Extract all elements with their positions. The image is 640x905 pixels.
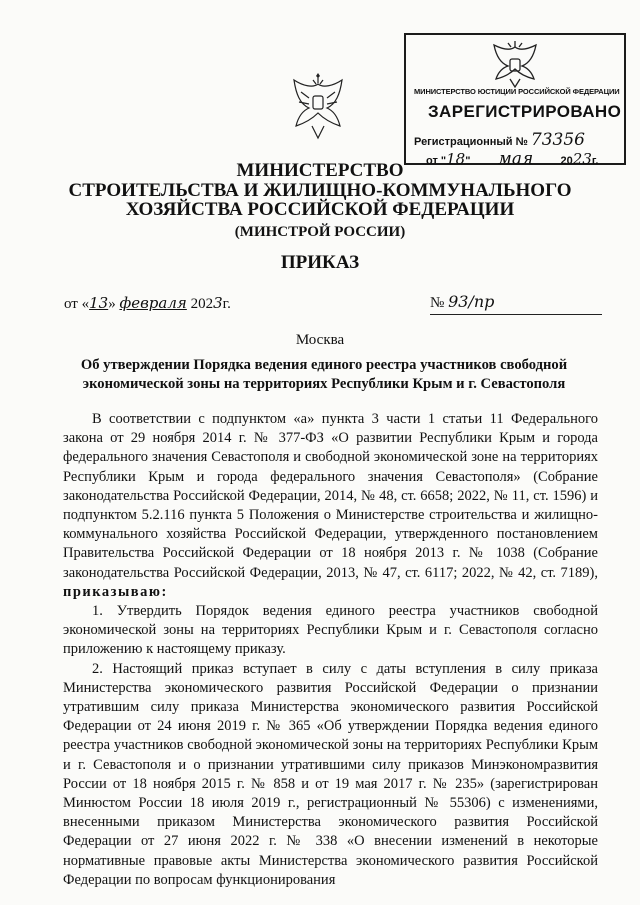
stamp-ministry-name: МИНИСТЕРСТВО ЮСТИЦИИ РОССИЙСКОЙ ФЕДЕРАЦИИ	[414, 87, 620, 96]
paragraph-item-2: 2. Настоящий приказ вступает в силу с даты вступления в силу приказа Министерства экономического развития Российской Федерации о признании утратившим силу приказа Министерства экономического развития Российской Федерации от 24 июня 2019 г. № 365 «Об утверждении Порядка ведения единого реестра участников свободной экономической зоны на территориях Республики Крым и г. Севастополя и о признании утратившими силу приказов Минэкономразвития России от 18 ноября 2015 г. № 858 и от 19 мая 2017 г. № 235» (зарегистрирован Минюстом России 18 июля 2019 г., регистрационный № 55306) с изменениями, внесенными приказом Министерства экономического развития Российской Федерации от 27 июня 2022 г. № 338 «О внесении изменений в некоторые нормативные правовые акты Министерства экономического развития Российской Федерации по вопросам функционирования	[63, 660, 598, 888]
ministry-short-name: (МИНСТРОЙ РОССИИ)	[234, 224, 406, 240]
stamp-date-end: г.	[591, 155, 599, 167]
ministry-title-line1: МИНИСТЕРСТВО	[236, 160, 404, 181]
paragraph-preamble	[63, 410, 598, 602]
order-date-year-prefix: 202	[186, 296, 214, 312]
order-number-prefix: №	[430, 295, 449, 311]
document-title: Об утверждении Порядка ведения единого реестра участников свободной экономической зоны на территориях Республики Крым и г. Севастополя	[80, 357, 568, 392]
order-date-day: 13	[89, 294, 109, 312]
stamp-status: ЗАРЕГИСТРИРОВАНО	[428, 102, 622, 121]
order-date-year-suffix: 3	[213, 294, 223, 312]
order-date-end: г.	[222, 296, 231, 312]
ministry-title-line2: СТРОИТЕЛЬСТВА И ЖИЛИЩНО-КОММУНАЛЬНОГО	[68, 180, 572, 201]
document-type: ПРИКАЗ	[280, 252, 360, 273]
order-date-prefix: от «	[64, 296, 90, 312]
stamp-date-year-prefix: 20	[560, 155, 573, 167]
order-date-mid: »	[108, 296, 120, 312]
preamble-text: В соответствии с подпунктом «а» пункта 3 части 1 статьи 11 Федерального закона от 29 ноября 2014 г. № 377-ФЗ «О развитии Республики Крым и города федерального значения Севастополя и свободной экономической зоне на территориях Республики Крым и города федерального значения Севастополя» (Собрание законодательства Российской Федерации, 2014, № 48, ст. 6658; 2022, № 11, ст. 1596) и подпунктом 5.2.116 пункта 5 Положения о Министерстве строительства и жилищно-коммунального хозяйства Российской Федерации, утвержденного постановлением Правительства Российской Федерации от 18 ноября 2013 г. № 1038 (Собрание законодательства Российской Федерации, 2013, № 47, ст. 6117; 2022, № 42, ст. 7189),	[63, 411, 598, 581]
city: Москва	[295, 332, 345, 348]
stamp-regno-value: 73356	[530, 130, 585, 150]
order-date-month: февраля	[119, 294, 187, 312]
order-date	[64, 294, 231, 313]
paragraph-item-1: 1. Утвердить Порядок ведения единого реестра участников свободной экономической зоны на территориях Республики Крым и г. Севастополя согласно приложению к настоящему приказу.	[63, 603, 598, 658]
order-number-value: 93/пр	[448, 292, 495, 311]
coat-of-arms-icon	[289, 72, 347, 142]
stamp-date-day: 18	[446, 150, 466, 168]
document-body	[63, 410, 598, 890]
preamble-emphasis: приказываю:	[63, 583, 168, 600]
stamp-date-month: мая	[497, 149, 534, 169]
stamp-date-prefix: от "	[426, 155, 447, 167]
stamp-registration-number	[414, 130, 585, 150]
ministry-title-line3: ХОЗЯЙСТВА РОССИЙСКОЙ ФЕДЕРАЦИИ	[125, 199, 515, 220]
stamp-eagle-icon	[480, 39, 550, 91]
registration-stamp	[404, 33, 626, 169]
order-number	[430, 292, 602, 315]
stamp-regno-label: Регистрационный №	[414, 136, 528, 148]
stamp-date-year-suffix: 23	[572, 150, 592, 168]
stamp-date-quote: "	[465, 155, 471, 167]
